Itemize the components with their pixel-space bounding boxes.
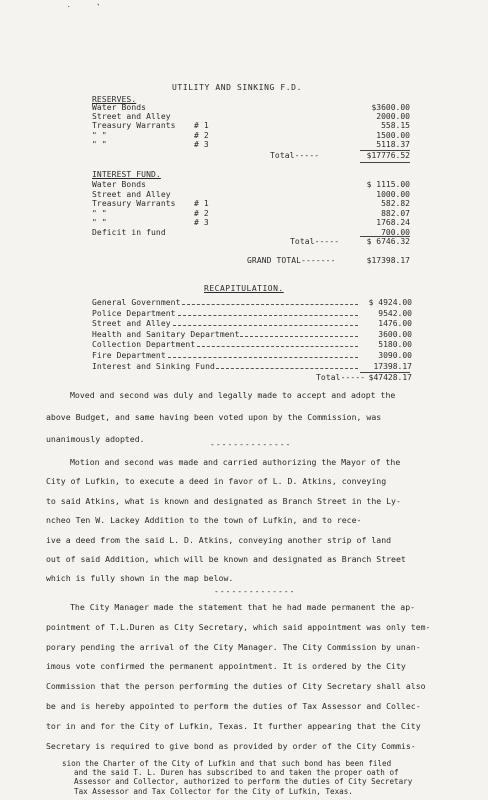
paragraph-line: imous vote confirmed the permanent appointment. It is ordered by the City <box>46 661 406 672</box>
paragraph-line: sion the Charter of the City of Lufkin and that such bond has been filed <box>62 759 392 768</box>
recap-row-label: General Government <box>92 298 181 307</box>
leader-dashes <box>178 305 358 316</box>
paragraph-line: and the said T. L. Duren has subscribed to and taken the proper oath of <box>74 768 399 778</box>
recap-row-amount: 3600.00 <box>378 329 412 339</box>
paragraph-line: tor in and for the City of Lufkin, Texas. It further appearing that the City <box>46 720 421 731</box>
paragraph-line: The City Manager made the statement that he had made permanent the ap- <box>70 602 416 612</box>
ledger-row-label: Treasury Warrants <box>92 121 176 131</box>
ledger-row-label: " " <box>92 208 107 218</box>
paragraph-line: Commission that the person performing the duties of City Secretary shall also <box>46 681 426 692</box>
paragraph-line: Moved and second was duly and legally made to accept and adopt the <box>70 390 396 400</box>
separator-2: -------------- <box>214 587 296 596</box>
paragraph-line: be and is hereby appointed to perform the duties of Tax Assessor and Collec- <box>46 701 421 711</box>
reserves-total-amount: $17776.52 <box>366 151 410 160</box>
paragraph-line: ive a deed from the said L. D. Atkins, conveying another strip of land <box>46 534 392 545</box>
ledger-row-amount: 1000.00 <box>376 189 410 199</box>
ledger-row-label: Street and Alley <box>92 112 171 122</box>
reserves-heading: RESERVES. <box>92 95 137 104</box>
paragraph-line: porary pending the arrival of the City Manager. The City Commission by unan- <box>46 641 421 652</box>
ledger-row-amount: $3600.00 <box>371 103 410 112</box>
leader-dashes <box>197 336 358 347</box>
paragraph-line: to said Atkins, what is known and designated as Branch Street in the Ly- <box>46 495 401 506</box>
corner-mark-left: ˙ <box>66 6 72 16</box>
ledger-row-label: " " <box>92 218 107 227</box>
recap-row-label: Fire Department <box>92 351 166 360</box>
ledger-row-amount: $ 1115.00 <box>366 180 410 189</box>
paragraph-line: Assessor and Collector, authorized to perform the duties of City Secretary <box>74 777 413 787</box>
ledger-row-amount: 1500.00 <box>376 130 410 140</box>
recap-row-label: Police Department <box>92 308 176 318</box>
recap-total-amount: $47428.17 <box>368 373 412 382</box>
ledger-row-amount: 582.82 <box>381 199 410 208</box>
interest-total-label: Total----- <box>290 237 340 246</box>
recap-total-label: Total----- <box>316 373 366 382</box>
paragraph-line: pointment of T.L.Duren as City Secretary, which said appointment was only tem- <box>46 621 431 632</box>
recap-row-amount: 9542.00 <box>378 308 412 318</box>
leader-dashes <box>182 294 358 305</box>
ledger-row-amount: 1768.24 <box>376 218 410 227</box>
ledger-row-amount: 558.15 <box>381 121 410 131</box>
ledger-row-label: Treasury Warrants <box>92 199 176 208</box>
paragraph-line: City of Lufkin, to execute a deed in favor of L. D. Atkins, conveying <box>46 476 387 487</box>
recap-row-amount: 17398.17 <box>373 361 412 371</box>
leader-dashes <box>216 358 358 369</box>
ledger-row-label: Street and Alley <box>92 189 171 199</box>
ledger-row-label: " " <box>92 130 107 140</box>
paragraph-line: ncheo Ten W. Lackey Addition to the town of Lufkin, and to rece- <box>46 515 362 526</box>
recap-row-label: Collection Department <box>92 340 196 350</box>
ledger-row-suffix: # 3 <box>194 139 209 149</box>
paragraph-line: which is fully shown in the map below. <box>46 573 234 584</box>
ledger-row-suffix: # 1 <box>194 121 209 131</box>
recap-row-label: Street and Alley <box>92 319 171 329</box>
ledger-row-amount: 882.07 <box>381 208 410 218</box>
ledger-row-suffix: # 2 <box>194 130 209 140</box>
recap-row-label: Health and Sanitary Department <box>92 329 240 339</box>
reserves-double-underline <box>360 162 410 163</box>
ledger-row-suffix: # 1 <box>194 199 209 208</box>
paragraph-line: out of said Addition, which will be known and designated as Branch Street <box>46 554 406 564</box>
document-title: UTILITY AND SINKING F.D. <box>172 83 302 92</box>
paragraph-line: Secretary is required to give bond as provided by order of the City Commis- <box>46 740 416 751</box>
ledger-row-amount: 2000.00 <box>376 112 410 122</box>
recap-heading: RECAPITULATION. <box>204 284 284 293</box>
paragraph-line: Tax Assessor and Tax Collector for the City of Lufkin, Texas. <box>74 786 353 796</box>
paragraph-line: unanimously adopted. <box>46 434 145 444</box>
recap-row-label: Interest and Sinking Fund <box>92 361 215 371</box>
interest-heading: INTEREST FUND. <box>92 170 161 179</box>
ledger-row-label: Water Bonds <box>92 103 147 112</box>
recap-row-amount: 5180.00 <box>378 340 412 350</box>
paragraph-line: above Budget, and same having been voted upon by the Commission, was <box>46 412 382 422</box>
ledger-row-suffix: # 2 <box>194 208 209 218</box>
recap-row-amount: 3090.00 <box>378 351 412 360</box>
separator-1: -------------- <box>210 440 292 449</box>
leader-dashes <box>173 315 358 326</box>
ledger-row-label: Water Bonds <box>92 180 147 189</box>
grand-total-label: GRAND TOTAL------- <box>247 256 336 265</box>
ledger-row-label: " " <box>92 139 107 149</box>
paragraph-line: Motion and second was made and carried authorizing the Mayor of the <box>70 457 401 467</box>
ledger-row-label: Deficit in fund <box>92 227 166 237</box>
recap-row-amount: 1476.00 <box>378 319 412 329</box>
interest-total-amount: $ 6746.32 <box>366 237 410 246</box>
recap-row-amount: $ 4924.00 <box>368 298 412 307</box>
leader-dashes <box>168 347 358 358</box>
corner-mark-right: ` <box>96 4 102 14</box>
grand-total-amount: $17398.17 <box>366 256 410 265</box>
ledger-row-suffix: # 3 <box>194 218 209 227</box>
ledger-row-amount: 5118.37 <box>376 139 410 149</box>
reserves-total-label: Total----- <box>270 151 320 160</box>
ledger-row-amount: 700.00 <box>381 227 410 237</box>
